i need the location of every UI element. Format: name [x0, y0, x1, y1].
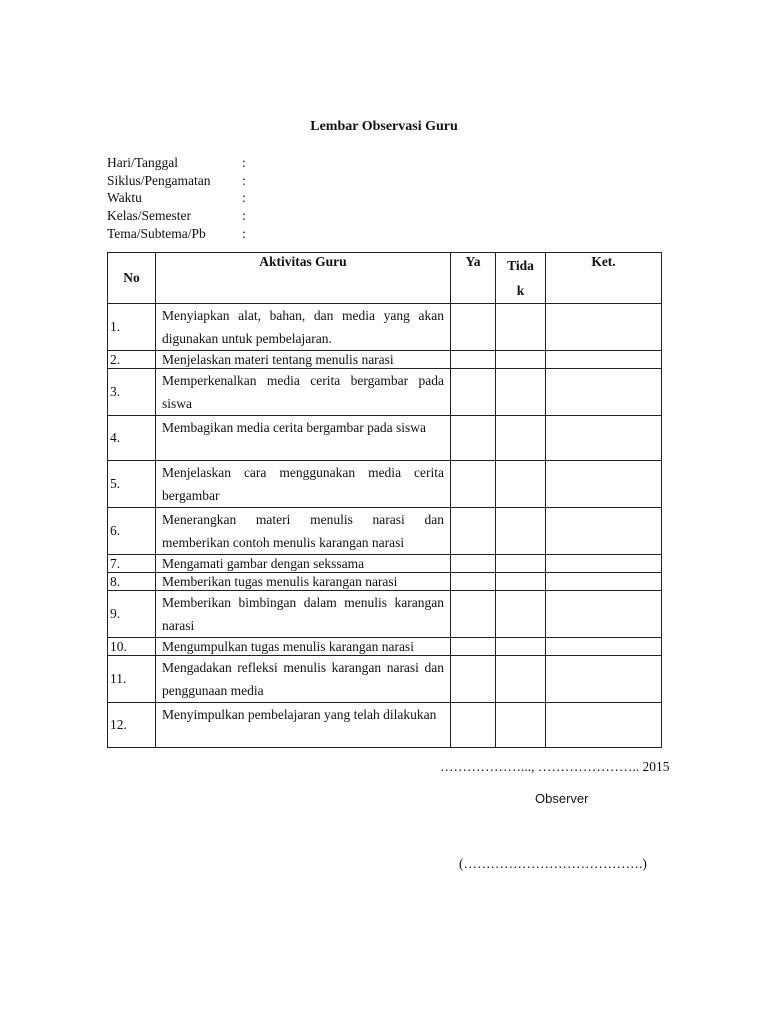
header-yes: Ya — [451, 253, 496, 304]
row-activity: Memberikan tugas menulis karangan narasi — [156, 573, 451, 591]
row-number: 5. — [108, 461, 156, 508]
info-label: Tema/Subtema/Pb — [107, 225, 206, 241]
cell-no-answer[interactable] — [496, 573, 546, 591]
table-row — [108, 591, 662, 638]
row-activity: Memperkenalkan media cerita bergambar pada siswa — [156, 369, 451, 416]
row-number: 7. — [108, 555, 156, 573]
table-row — [108, 304, 662, 351]
table-row — [108, 461, 662, 508]
table-row — [108, 416, 662, 461]
row-number: 1. — [108, 304, 156, 351]
cell-note[interactable] — [546, 555, 662, 573]
cell-yes[interactable] — [451, 638, 496, 656]
footer-observer-label: Observer — [535, 791, 589, 806]
document-title: Lembar Observasi Guru — [310, 119, 458, 134]
cell-note[interactable] — [546, 656, 662, 703]
header-activity: Aktivitas Guru — [156, 253, 451, 304]
table-row — [108, 638, 662, 656]
cell-no-answer[interactable] — [496, 591, 546, 638]
cell-yes[interactable] — [451, 508, 496, 555]
cell-yes[interactable] — [451, 351, 496, 369]
cell-note[interactable] — [546, 591, 662, 638]
cell-yes[interactable] — [451, 591, 496, 638]
info-label: Hari/Tanggal — [107, 155, 179, 170]
info-colon: : — [242, 208, 246, 224]
cell-no-answer[interactable] — [496, 304, 546, 351]
info-colon: : — [242, 225, 246, 241]
row-number: 12. — [108, 703, 156, 748]
table-row — [108, 703, 662, 748]
observation-table — [107, 252, 662, 748]
table-row — [108, 369, 662, 416]
row-activity: Menyimpulkan pembelajaran yang telah dilakukan — [156, 703, 451, 748]
table-row — [108, 573, 662, 591]
table-row — [108, 351, 662, 369]
cell-no-answer[interactable] — [496, 555, 546, 573]
cell-note[interactable] — [546, 573, 662, 591]
table-row — [108, 555, 662, 573]
cell-no-answer[interactable] — [496, 369, 546, 416]
info-label: Kelas/Semester — [107, 208, 191, 224]
cell-yes[interactable] — [451, 703, 496, 748]
table-row — [108, 656, 662, 703]
info-colon: : — [242, 155, 246, 170]
row-number: 4. — [108, 416, 156, 461]
cell-note[interactable] — [546, 351, 662, 369]
cell-no-answer[interactable] — [496, 461, 546, 508]
row-number: 11. — [108, 656, 156, 703]
row-activity: Mengumpulkan tugas menulis karangan narasi — [156, 638, 451, 656]
row-activity: Mengamati gambar dengan sekssama — [156, 555, 451, 573]
cell-no-answer[interactable] — [496, 656, 546, 703]
info-row-time — [107, 189, 252, 207]
row-activity: Membagikan media cerita bergambar pada siswa — [156, 416, 451, 461]
row-number: 6. — [108, 508, 156, 555]
info-row-theme — [107, 225, 252, 243]
cell-no-answer[interactable] — [496, 416, 546, 461]
info-label: Siklus/Pengamatan — [107, 172, 211, 188]
cell-yes[interactable] — [451, 416, 496, 461]
info-label: Waktu — [107, 190, 142, 206]
header-note: Ket. — [546, 253, 662, 304]
row-activity: Menjelaskan materi tentang menulis narasi — [156, 351, 451, 369]
cell-yes[interactable] — [451, 573, 496, 591]
cell-yes[interactable] — [451, 369, 496, 416]
info-row-class — [107, 207, 252, 225]
header-no: No — [108, 253, 156, 304]
header-no-answer — [496, 253, 546, 304]
header-no-answer-line1: Tida — [507, 258, 534, 273]
info-row-date — [107, 154, 252, 172]
cell-note[interactable] — [546, 508, 662, 555]
row-number: 9. — [108, 591, 156, 638]
info-colon: : — [242, 190, 246, 206]
cell-yes[interactable] — [451, 304, 496, 351]
cell-no-answer[interactable] — [496, 638, 546, 656]
table-row — [108, 508, 662, 555]
cell-yes[interactable] — [451, 461, 496, 508]
row-activity: Memberikan bimbingan dalam menulis karangan narasi — [156, 591, 451, 638]
row-activity: Mengadakan refleksi menulis karangan narasi dan penggunaan media — [156, 656, 451, 703]
footer-date-line: ………………..., ………………….. 2015 — [440, 759, 670, 774]
cell-note[interactable] — [546, 304, 662, 351]
row-number: 10. — [108, 638, 156, 656]
row-activity: Menerangkan materi menulis narasi dan memberikan contoh menulis karangan narasi — [156, 508, 451, 555]
row-number: 3. — [108, 369, 156, 416]
info-colon: : — [242, 172, 246, 188]
info-fields — [107, 154, 252, 242]
cell-yes[interactable] — [451, 656, 496, 703]
cell-note[interactable] — [546, 369, 662, 416]
cell-note[interactable] — [546, 461, 662, 508]
cell-note[interactable] — [546, 416, 662, 461]
header-no-answer-line2: k — [516, 283, 525, 298]
cell-no-answer[interactable] — [496, 703, 546, 748]
row-number: 2. — [108, 351, 156, 369]
row-number: 8. — [108, 573, 156, 591]
cell-no-answer[interactable] — [496, 508, 546, 555]
row-activity: Menyiapkan alat, bahan, dan media yang akan digunakan untuk pembelajaran. — [156, 304, 451, 351]
table-header-row — [108, 253, 662, 304]
cell-note[interactable] — [546, 703, 662, 748]
cell-note[interactable] — [546, 638, 662, 656]
row-activity: Menjelaskan cara menggunakan media cerita bergambar — [156, 461, 451, 508]
info-row-cycle — [107, 172, 252, 190]
cell-yes[interactable] — [451, 555, 496, 573]
cell-no-answer[interactable] — [496, 351, 546, 369]
footer-signature-line: (………………………………….) — [459, 856, 647, 871]
